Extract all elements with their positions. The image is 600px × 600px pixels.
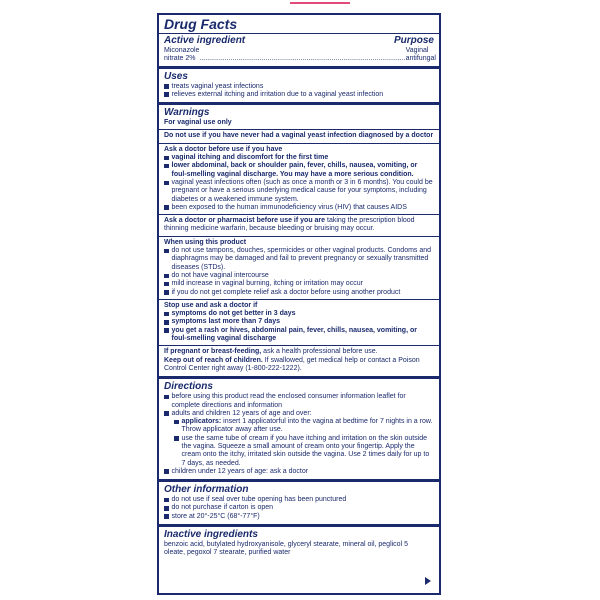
ask-doctor-item: been exposed to the human immunodeficiency virus (HIV) that causes AIDS: [164, 204, 434, 212]
ingredient-name: Miconazole nitrate 2%: [164, 47, 200, 63]
drug-facts-panel: [157, 13, 441, 595]
warnings-section: [159, 102, 439, 129]
uses-item: relieves external itching and irritation due to a vaginal yeast infection: [164, 91, 434, 99]
when-using-item: if you do not get complete relief ask a doctor before using another product: [164, 289, 434, 297]
active-ingredient-section: [159, 33, 439, 66]
inactive-ingredients-section: [159, 524, 439, 558]
uses-section: [159, 66, 439, 103]
stop-use-header: Stop use and ask a doctor if: [164, 301, 258, 309]
inactive-ingredients-header: Inactive ingredients: [164, 529, 258, 541]
purpose-header: Purpose: [393, 35, 434, 46]
panel-title: Drug Facts: [164, 16, 238, 32]
ask-doctor-item: vaginal yeast infections often (such as once a month or 3 in 6 months). You could be pregnant or have a serious underlying medical cause for your symptoms, including diabetes or a weakened immune system.: [164, 179, 434, 204]
stop-use-item: symptoms last more than 7 days: [164, 318, 434, 326]
when-using-item: do not use tampons, douches, spermicides or other vaginal products. Condoms and diaphragms may be damaged and fail to prevent pregnancy or sexually transmitted diseases (STDs).: [164, 247, 434, 272]
directions-tube: use the same tube of cream if you have itching and irritation on the skin outside the vagina. Squeeze a small amount of cream onto your fingertip. Apply the cream onto the itchy, irritated skin outside the vagina. Use 2 times daily for up to 7 days, as needed.: [174, 435, 434, 468]
directions-header: Directions: [164, 381, 213, 393]
directions-item: adults and children 12 years of age and over:: [164, 410, 434, 418]
ingredient-purpose: Vaginal antifungal: [405, 47, 436, 63]
ask-doctor-section: [159, 143, 439, 214]
when-using-section: [159, 236, 439, 299]
other-info-item: store at 20°-25°C (68°-77°F): [164, 513, 434, 521]
when-using-item: mild increase in vaginal burning, itching or irritation may occur: [164, 280, 434, 288]
directions-applicators: applicators: insert 1 applicatorful into the vagina at bedtime for 7 nights in a row. Throw applicator away after use.: [174, 418, 434, 435]
directions-item: children under 12 years of age: ask a doctor: [164, 468, 434, 476]
when-using-item: do not have vaginal intercourse: [164, 272, 434, 280]
ingredient-row: [164, 47, 434, 66]
package-edge-accent: [290, 2, 350, 4]
do-not-use: Do not use if you have never had a vaginal yeast infection diagnosed by a doctor: [159, 129, 439, 142]
uses-header: Uses: [164, 70, 188, 82]
active-ingredient-header: Active ingredient: [164, 35, 246, 46]
inactive-ingredients-text: benzoic acid, butylated hydroxyanisole, glyceryl stearate, mineral oil, peglicol 5 oleate, pegoxol 7 stearate, purified water: [164, 541, 408, 557]
directions-item: before using this product read the enclosed consumer information leaflet for complete directions and information: [164, 393, 434, 410]
top-edge: [0, 0, 600, 14]
other-info-item: do not purchase if carton is open: [164, 504, 434, 512]
ask-doctor-item: lower abdominal, back or shoulder pain, fever, chills, nausea, vomiting, or foul-smelling vaginal discharge. You may have a more serious condition.: [164, 162, 434, 179]
when-using-header: When using this product: [164, 238, 247, 246]
stop-use-section: [159, 299, 439, 345]
other-info-section: [159, 479, 439, 524]
stop-use-item: symptoms do not get better in 3 days: [164, 310, 434, 318]
ask-pharmacist: Ask a doctor or pharmacist before use if you are taking the prescription blood thinning medicine warfarin, because bleeding or bruising may occur.: [159, 214, 439, 236]
stop-use-item: you get a rash or hives, abdominal pain, fever, chills, nausea, vomiting, or foul-smelling vaginal discharge: [164, 327, 434, 344]
other-info-header: Other information: [164, 484, 249, 496]
continue-arrow-icon: [425, 577, 431, 585]
pregnancy-keep-out: [159, 345, 439, 376]
directions-section: [159, 376, 439, 479]
ask-doctor-item: vaginal itching and discomfort for the first time: [164, 154, 434, 162]
other-info-item: do not use if seal over tube opening has been punctured: [164, 496, 434, 504]
active-ingredient-header-row: [164, 35, 434, 47]
ask-doctor-header: Ask a doctor before use if you have: [164, 145, 283, 153]
warnings-header: Warnings: [164, 107, 210, 119]
uses-item: treats vaginal yeast infections: [164, 83, 434, 91]
dot-leader: ..........................................................................................................: [199, 55, 406, 63]
keep-out-warning: Keep out of reach of children. If swallowed, get medical help or contact a Poison Control Center right away (1-800-222-1222).: [164, 356, 420, 372]
pregnancy-warning: If pregnant or breast-feeding, ask a health professional before use.: [164, 348, 378, 356]
warnings-sub: For vaginal use only: [164, 119, 232, 127]
